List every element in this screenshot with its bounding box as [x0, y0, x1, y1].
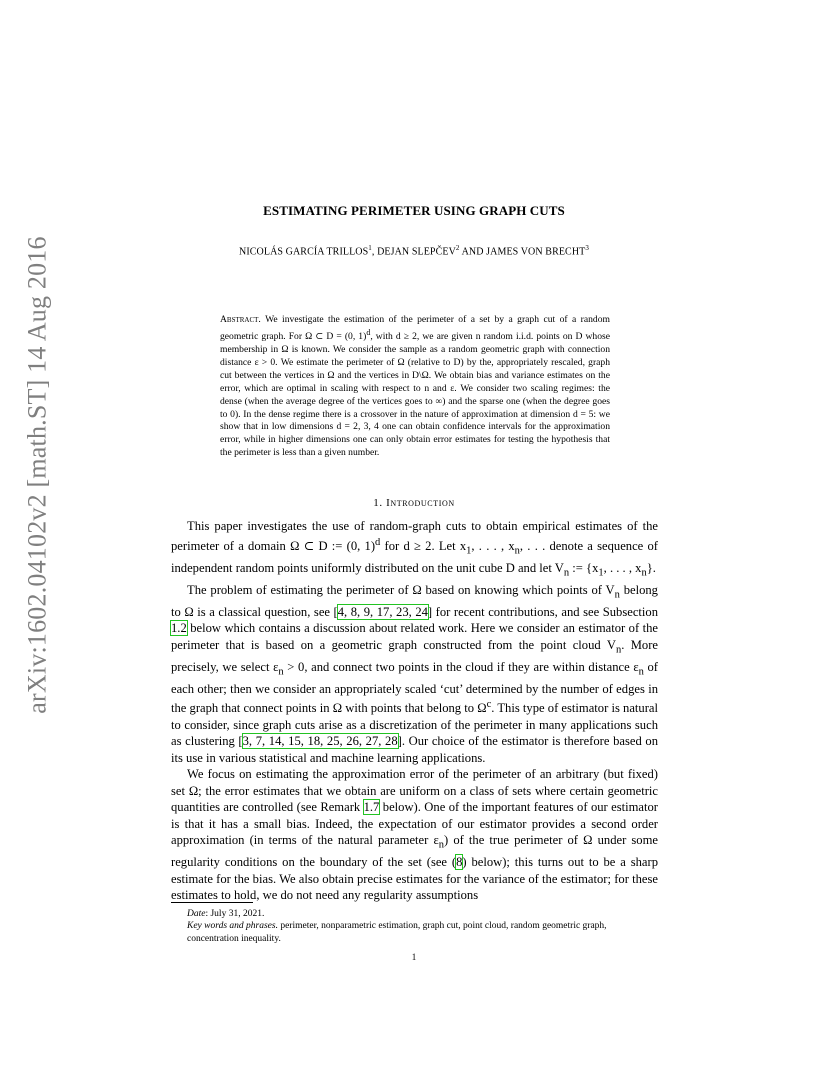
text-run: We focus on estimating the approximation error of the perimeter of an arbitrary (but fixed) set Ω; the error estimates that we obtain are uniform on a class of sets where certain geometric quantities are controlled (see Remark [171, 767, 658, 815]
paper-title: ESTIMATING PERIMETER USING GRAPH CUTS [263, 203, 565, 218]
text-run: below which contains a discussion about related work. Here we consider an estimator of the perimeter that is based on a geometric graph constructed from the point cloud V [171, 621, 658, 652]
text-run: }. [646, 560, 656, 575]
abstract-label: Abstract. [220, 314, 261, 325]
text-run: ] for recent contributions, and see Subsection [427, 604, 658, 619]
text-run: for d ≥ 2. Let x [380, 538, 467, 553]
paragraph-2 [171, 582, 658, 767]
text-run: belong to Ω is a classical question, see [ [171, 582, 658, 619]
author-1-affiliation: 1 [368, 244, 372, 252]
text-sub: 1 [598, 567, 604, 579]
author-1: NICOLÁS GARCÍA TRILLOS [239, 246, 369, 258]
author-separator: , [371, 246, 378, 258]
arxiv-identifier-stamp [18, 236, 58, 714]
author-3: JAMES VON BRECHT [486, 246, 586, 258]
text-run: . More precisely, we select ε [171, 637, 659, 674]
text-run: , . . . denote a sequence of independent random points uniformly distributed on the unit cube D and let V [171, 538, 658, 575]
date-value: : July 31, 2021. [205, 909, 265, 919]
citation-link[interactable]: 3, 7, 14, 15, 18, 25, 26, 27, 28 [242, 734, 398, 749]
text-sup: d [375, 536, 381, 548]
keywords-footnote [171, 920, 658, 945]
text-run: The problem of estimating the perimeter of Ω based on knowing which points of V [187, 582, 615, 597]
text-run: , . . . , x [603, 560, 642, 575]
text-sub: n [614, 589, 620, 601]
section-number: 1. [373, 497, 387, 509]
text-run: := {x [569, 560, 599, 575]
text-run: below). One of the important features of our estimator is that it has a small bias. Indeed, the expectation of our estimator provides a second order approximation (in terms of the natural parameter ε [171, 800, 659, 848]
abstract-text: , with d ≥ 2, we are given n random i.i.d. points on D whose membership in Ω is known. We consider the sample as a random geometric graph with connection distance ε > 0. We estimate the perimeter of Ω (relative to D) by the, appropriately rescaled, graph cut between the vertices in Ω and the vertices in D\Ω. We obtain bias and variance estimates on the error, which are optimal in scaling with respect to n and ε. We consider two scaling regimes: the dense (when the average degree of the vertices goes to ∞) and the sparse one (when the degree goes to 0). In the dense regime there is a crossover in the nature of approximation at dimension d = 5: we show that in low dimensions d = 2, 3, 4 one can obtain confidence intervals for the approximation error, while in higher dimensions one can only obtain error estimates for testing the hypothesis that the perimeter is less than a given number. [220, 331, 610, 459]
text-sub: n [514, 545, 520, 557]
section-heading-introduction [0, 497, 828, 509]
text-run: This paper investigates the use of random-graph cuts to obtain empirical estimates of the perimeter of a domain Ω ⊂ D := (0, 1) [171, 519, 658, 553]
text-run: ]. Our choice of the estimator is therefore based on its use in various statistical and machine learning applications. [171, 734, 658, 765]
citation-link[interactable]: 4, 8, 9, 17, 23, 24 [337, 604, 428, 619]
text-run: > 0, and connect two points in the cloud if they are within distance ε [283, 659, 639, 674]
author-separator: AND [459, 246, 487, 258]
page-number: 1 [411, 952, 417, 962]
arxiv-stamp-text: arXiv:1602.04102v2 [math.ST] 14 Aug 2016 [23, 236, 53, 714]
paragraph-1 [171, 518, 658, 582]
footnote-rule [171, 902, 253, 903]
abstract-text: We investigate the estimation of the perimeter of a set by a graph cut of a random geometric graph. For Ω ⊂ D = (0, 1) [220, 314, 610, 343]
text-run: , . . . , x [471, 538, 515, 553]
author-3-affiliation: 3 [585, 244, 589, 252]
keywords-label: Key words and phrases. [187, 921, 278, 932]
keywords-value: perimeter, nonparametric estimation, graph cut, point cloud, random geometric graph, concentration inequality. [187, 921, 607, 944]
text-sub: n [278, 666, 284, 678]
section-title: Introduction [386, 497, 455, 509]
abstract [220, 314, 610, 460]
equation-link[interactable]: 8 [456, 855, 463, 870]
author-2-affiliation: 2 [455, 244, 460, 252]
text-sub: n [438, 839, 444, 851]
text-sub: n [641, 567, 647, 579]
date-footnote [171, 908, 658, 920]
introduction-body [171, 518, 658, 904]
text-sub: n [638, 666, 644, 678]
remark-link[interactable]: 1.7 [363, 800, 380, 815]
text-run: . This type of estimator is natural to consider, since graph cuts arise as a discretization of the perimeter in many applications such as clustering [ [171, 701, 658, 749]
text-run: ) of the true perimeter of Ω under some regularity conditions on the boundary of the set (see ( [171, 833, 658, 870]
subsection-link[interactable]: 1.2 [171, 621, 187, 636]
author-list [0, 244, 828, 257]
text-run: of each other; then we consider an appropriately scaled ‘cut’ determined by the number of edges in the graph that connect points in Ω with points that belong to Ω [171, 659, 659, 716]
text-sub: n [563, 567, 570, 579]
author-2: DEJAN SLEPČEV [377, 246, 456, 258]
footnotes [171, 908, 658, 945]
paragraph-3 [171, 766, 658, 904]
text-sub: n [615, 644, 622, 656]
text-sup: c [486, 699, 492, 711]
text-sub: 1 [466, 545, 472, 557]
text-run: ) below); this turns out to be a sharp estimate for the bias. We also obtain precise estimates for the variance of the estimator; for these estimates to hold, we do not need any regularity assumptions [171, 855, 658, 903]
abstract-sup: d [366, 327, 371, 337]
date-label: Date [187, 909, 206, 919]
